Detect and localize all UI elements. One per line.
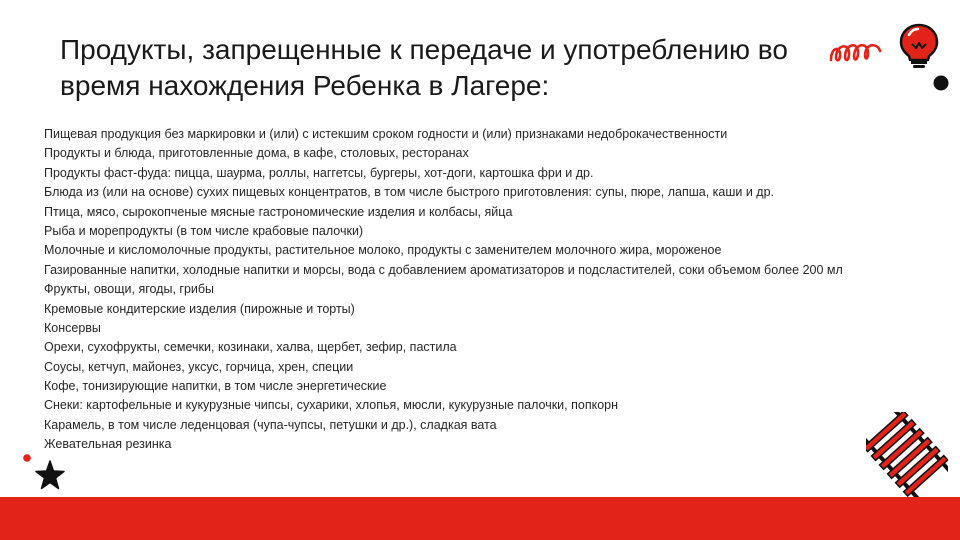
list-item: Карамель, в том числе леденцовая (чупа-чупсы, петушки и др.), сладкая вата (44, 417, 497, 432)
list-item: Консервы (44, 320, 101, 335)
list-item: Соусы, кетчуп, майонез, уксус, горчица, хрен, специи (44, 359, 354, 374)
list-item: Молочные и кисломолочные продукты, растительное молоко, продукты с заменителем молочного жира, мороженое (44, 243, 722, 258)
list-item: Кофе, тонизирующие напитки, в том числе энергетические (44, 379, 387, 394)
list-item: Пищевая продукция без маркировки и (или) с истекшим сроком годности и (или) признаками недоброкачественности (44, 127, 728, 141)
list-item: Жевательная резинка (44, 437, 172, 452)
dot-icon (932, 74, 950, 92)
list-item: Орехи, сухофрукты, семечки, козинаки, халва, щербет, зефир, пастила (44, 340, 457, 355)
squiggle-icon (828, 40, 884, 66)
star-icon (34, 460, 66, 490)
list-item: Птица, мясо, сырокопченые мясные гастрономические изделия и колбасы, яйца (44, 204, 513, 219)
list-item: Снеки: картофельные и кукурузные чипсы, сухарики, хлопья, мюсли, кукурузные палочки, попкорн (44, 398, 619, 413)
list-item: Кремовые кондитерские изделия (пирожные и торты) (44, 301, 355, 316)
list-item: Блюда из (или на основе) сухих пищевых концентратов, в том числе быстрого приготовления: супы, пюре, лапша, каши и др. (44, 185, 774, 200)
footer-bar (0, 497, 960, 540)
rail-track-icon (866, 412, 948, 498)
list-item: Продукты и блюда, приготовленные дома, в кафе, столовых, ресторанах (44, 146, 469, 161)
dot-icon (22, 453, 32, 463)
list-item: Продукты фаст-фуда: пицца, шаурма, роллы, наггетсы, бургеры, хот-доги, картошка фри и др. (44, 165, 594, 180)
prohibited-items-list (44, 127, 914, 457)
list-item: Рыба и морепродукты (в том числе крабовые палочки) (44, 223, 364, 238)
lightbulb-icon (896, 22, 942, 70)
list-item: Газированные напитки, холодные напитки и морсы, вода с добавлением ароматизаторов и подсластителей, соки объемом более 200 мл (44, 262, 843, 277)
list-item: Фрукты, овощи, ягоды, грибы (44, 282, 215, 297)
slide-title: Продукты, запрещенные к передаче и употреблению во время нахождения Ребенка в Лагере: (60, 34, 788, 101)
